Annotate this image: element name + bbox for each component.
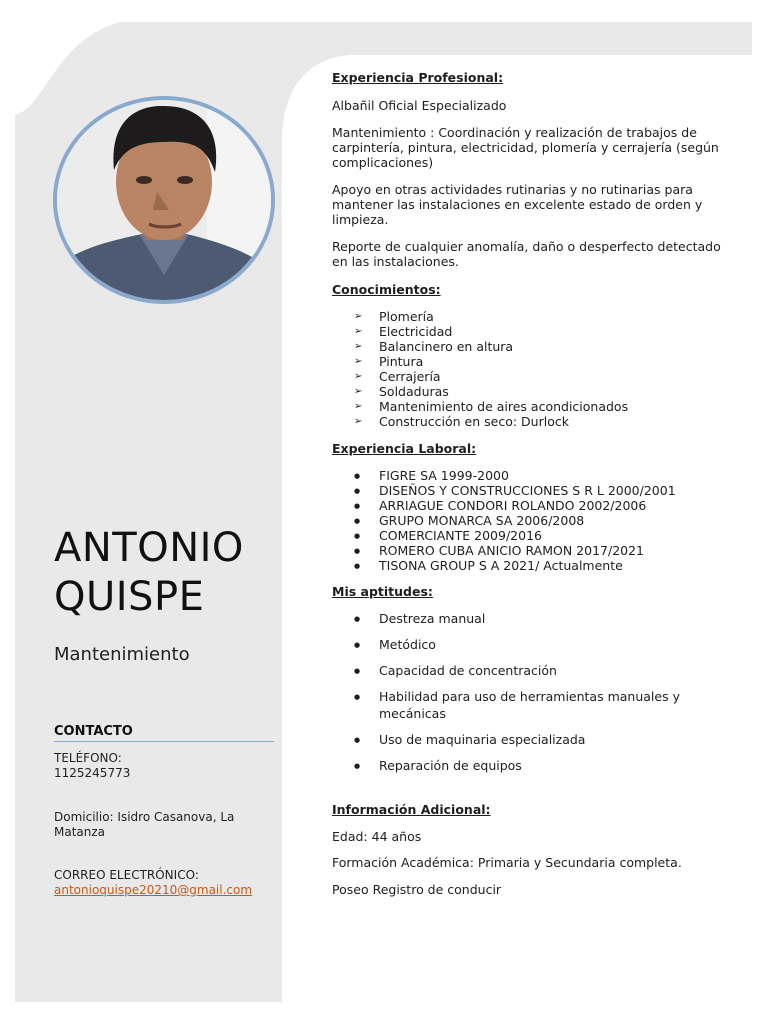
- info-line: Formación Académica: Primaria y Secundaria completa.: [332, 855, 682, 870]
- section-title: Experiencia Laboral:: [332, 441, 477, 456]
- jobs-list: [332, 468, 727, 573]
- paragraph: Albañil Oficial Especializado: [332, 98, 507, 113]
- list-item: ● Metódico: [332, 636, 727, 653]
- list-item: ● FIGRE SA 1999-2000: [332, 468, 727, 483]
- section-conocimientos: [332, 282, 727, 429]
- list-item: ➢ Plomería: [332, 309, 727, 324]
- list-item: ➢ Balancinero en altura: [332, 339, 727, 354]
- list-item: ● Reparación de equipos: [332, 757, 727, 774]
- phone-value: 1125245773: [54, 766, 131, 780]
- skills-list: [332, 309, 727, 429]
- phone-label: TELÉFONO:: [54, 751, 122, 765]
- list-item: ● Uso de maquinaria especializada: [332, 731, 727, 748]
- list-item: ● ROMERO CUBA ANICIO RAMON 2017/2021: [332, 543, 727, 558]
- section-experiencia-profesional: [332, 70, 727, 269]
- phone-block: [54, 751, 279, 781]
- info-line: Edad: 44 años: [332, 829, 422, 844]
- address-block: [54, 810, 254, 840]
- job-role: Mantenimiento: [54, 644, 190, 665]
- section-title: Conocimientos:: [332, 282, 441, 297]
- section-title: Mis aptitudes:: [332, 584, 433, 599]
- list-item: ● Destreza manual: [332, 610, 727, 627]
- list-item: ➢ Electricidad: [332, 324, 727, 339]
- info-line: Poseo Registro de conducir: [332, 882, 502, 897]
- list-item: ● GRUPO MONARCA SA 2006/2008: [332, 513, 727, 528]
- main-content: [332, 70, 727, 897]
- paragraph: Mantenimiento : Coordinación y realización de trabajos de carpintería, pintura, electricidad, plomería y cerrajería (según complicaciones): [332, 125, 719, 170]
- section-aptitudes: [332, 584, 727, 774]
- list-item: ➢ Pintura: [332, 354, 727, 369]
- list-item: ➢ Construcción en seco: Durlock: [332, 414, 727, 429]
- paragraph: Reporte de cualquier anomalía, daño o desperfecto detectado en las instalaciones.: [332, 239, 721, 269]
- list-item: ➢ Cerrajería: [332, 369, 727, 384]
- aptitudes-list: [332, 610, 727, 774]
- first-name: ANTONIO: [54, 525, 244, 571]
- email-label: CORREO ELECTRÓNICO:: [54, 868, 199, 882]
- section-title: Información Adicional:: [332, 802, 491, 817]
- address-value: Domicilio: Isidro Casanova, La Matanza: [54, 810, 235, 839]
- list-item: ● Capacidad de concentración: [332, 662, 727, 679]
- email-block: [54, 868, 279, 898]
- list-item: ● COMERCIANTE 2009/2016: [332, 528, 727, 543]
- list-item: ● TISONA GROUP S A 2021/ Actualmente: [332, 558, 727, 573]
- section-informacion-adicional: [332, 802, 727, 897]
- section-title: Experiencia Profesional:: [332, 70, 504, 85]
- profile-photo: [53, 96, 275, 304]
- paragraph: Apoyo en otras actividades rutinarias y no rutinarias para mantener las instalaciones en excelente estado de orden y limpieza.: [332, 182, 703, 227]
- contact-heading: CONTACTO: [54, 724, 274, 742]
- email-link[interactable]: antonioquispe20210@gmail.com: [54, 883, 253, 897]
- section-experiencia-laboral: [332, 441, 727, 573]
- candidate-name: [54, 524, 294, 622]
- last-name: QUISPE: [54, 574, 205, 620]
- list-item: ● Habilidad para uso de herramientas manuales y mecánicas: [332, 688, 727, 722]
- list-item: ➢ Mantenimiento de aires acondicionados: [332, 399, 727, 414]
- list-item: ● ARRIAGUE CONDORI ROLANDO 2002/2006: [332, 498, 727, 513]
- list-item: ➢ Soldaduras: [332, 384, 727, 399]
- list-item: ● DISEÑOS Y CONSTRUCCIONES S R L 2000/2001: [332, 483, 727, 498]
